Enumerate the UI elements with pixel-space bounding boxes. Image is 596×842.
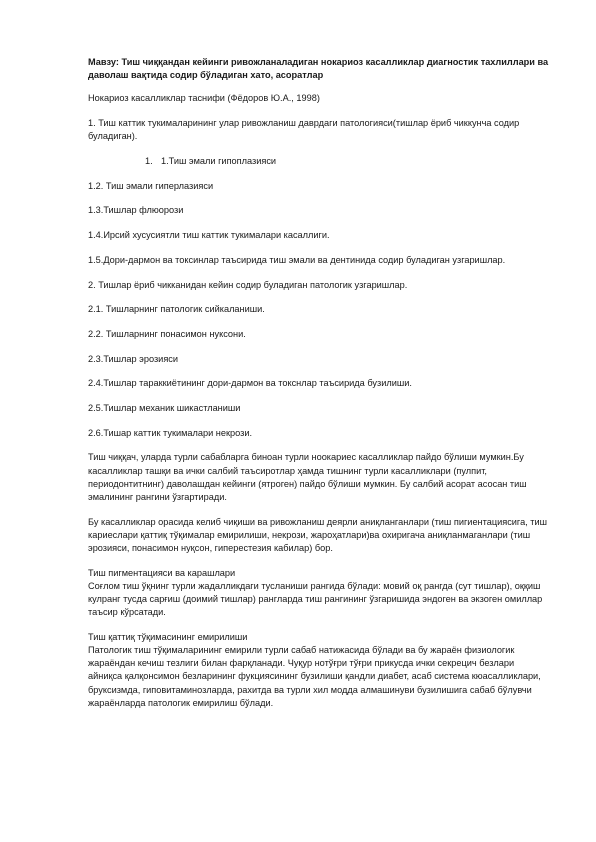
list-item: 1.2. Тиш эмали гиперлазияси [88,180,214,191]
list-item: 2.1. Тишларнинг патологик сийкаланиши. [88,304,265,315]
list-item: 1.4.Ирсий хусусиятли тиш каттик тукималари касаллиги. [88,230,330,241]
list-number: 1. [145,156,153,167]
list-item: 2.5.Тишлар механик шикастланиши [88,403,241,414]
destruction-section [88,631,550,710]
list-item: 2.6.Тишар каттик тукималари некрози. [88,427,253,438]
section-1-heading: 1. Тиш каттик тукималарининг улар ривожланиш даврдаги патологияси(тишлар ёриб чиккунча содир буладиган). [88,118,520,142]
section-2-heading: 2. Тишлар ёриб чикканидан кейин содир буладиган патологик узгаришлар. [88,279,408,290]
numbered-list-item [88,155,550,168]
list-item: 1.5.Дори-дармон ва токсинлар таъсирида тиш эмали ва дентинида содир буладиган узгаришлар. [88,254,506,265]
pigmentation-section [88,567,550,620]
document-title: Мавзу: Тиш чиққандан кейинги ривожланаладиган нокариоз касалликлар диагностик тахлиллари ва даволаш вақтида содир бўладиган хато, асоратлар [88,57,549,81]
document-body [88,56,550,721]
list-item-text: 1.Тиш эмали гипоплазияси [161,156,277,167]
list-item: 2.3.Тишлар эрозияси [88,353,179,364]
list-item: 1.3.Тишлар флюорози [88,205,184,216]
list-item: 2.4.Тишлар тараккиётининг дори-дармон ва токснлар таъсирида бузилиши. [88,378,412,389]
section-heading: Тиш қаттиқ тўқимасининг емирилиши [88,631,248,642]
list-item: 2.2. Тишларнинг понасимон нуксони. [88,328,246,339]
classification-subtitle: Нокариоз касалликлар таснифи (Фёдоров Ю.А., 1998) [88,93,320,104]
body-paragraph: Тиш чиққач, уларда турли сабабларга биноан турли ноокариес касалликлар пайдо бўлиши мумкин.Бу касалликлар ташқи ва ички салбий таъсиротлар ҳамда тишнинг турли касалликлари (пулпит, периодонтитнинг) даволашдан кейинги (ятроген) пайдо бўлиши мумкин. Бу салбий асорат асосан тиш эмалининг рангини ўзгартиради. [88,452,527,503]
section-heading: Тиш пигментацияси ва карашлари [88,567,236,578]
section-text: Соғлом тиш ўқнинг турли жадалликдаги тусланиши рангида бўлади: мовий оқ рангда (сут тишлар), оққиш кулранг тусда сарғиш (доимий тишлар) рангларда тиш рангининг ўзгаришида эндоген ва экзоген омиллар таъсир кўрсатади. [88,581,543,618]
section-text: Патологик тиш тўқималарининг емирили турли сабаб натижасида бўлади ва бу жараён физиологик жараёндан кечиш тезлиги билан фарқланади. Чуқур нотўғри тўғри прикусда ички секрецич безлари айниқса қалқонсимон безларининг фукциясининг бузилиши қандли диабет, асаб система кюасалликлари, бруксизмда, гиповитаминозларда, рахитда ва турли хил модда алмашинуви бузилишига сабаб бўлувчи жараёнларда патологик емирилиш бўлади. [88,644,541,708]
body-paragraph: Бу касалликлар орасида келиб чиқиши ва ривожланиш деярли аниқланганлари (тиш пигиентациясига, тиш кариеслари қаттиқ тўқималар емирилиши, некрози, жароҳатлари)ва охиригача аниқланмаганлари (тиш эрозияси, понасимон нуқсон, гиперестезия кабилар) бор. [88,516,548,554]
